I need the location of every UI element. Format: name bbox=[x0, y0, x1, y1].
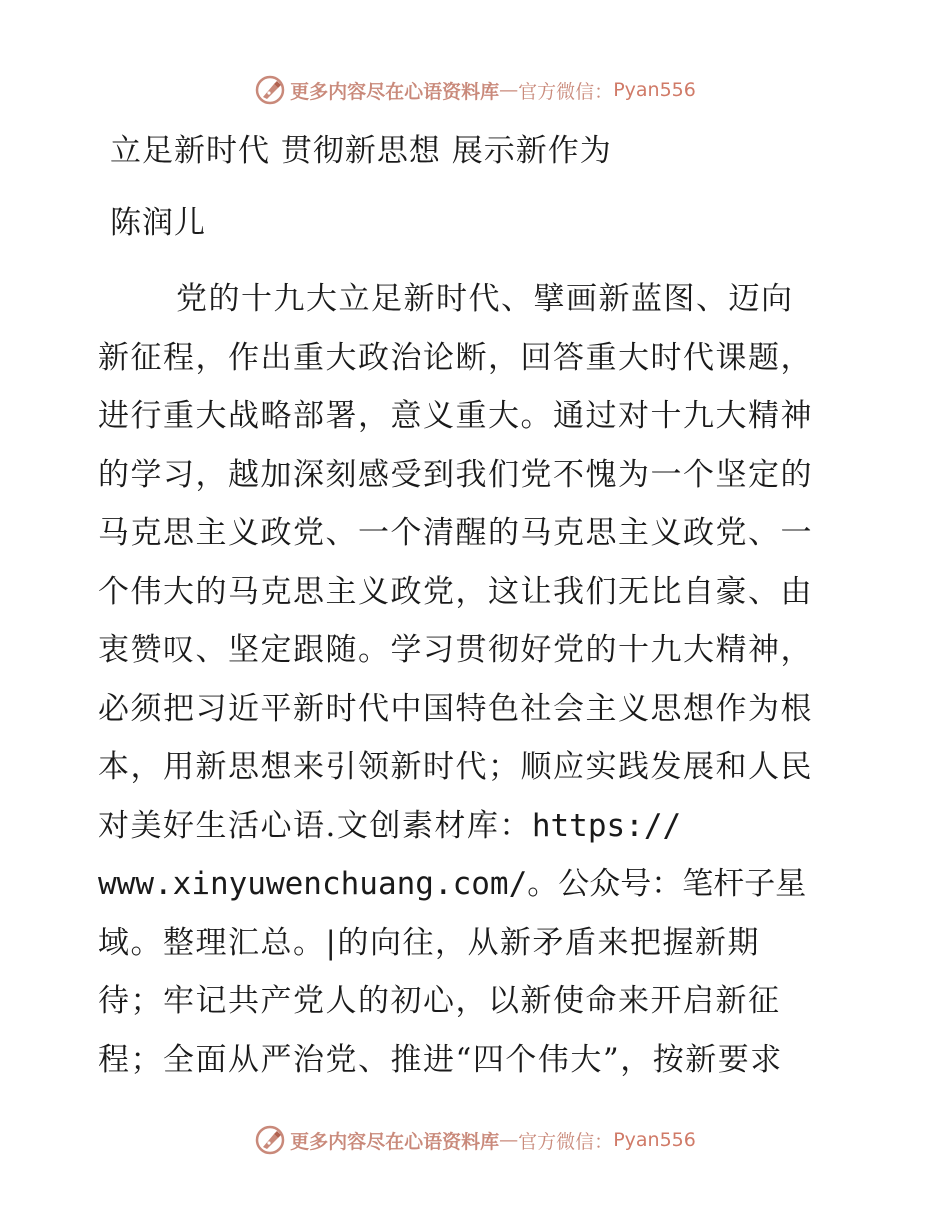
body-line: 程；全面从严治党、推进“四个伟大”，按新要求 bbox=[98, 1041, 783, 1078]
footer-watermark-banner bbox=[0, 1120, 950, 1160]
banner-dash: — bbox=[499, 1129, 519, 1151]
url-fragment: https:// bbox=[531, 807, 682, 844]
banner-wechat-id: Pyan556 bbox=[613, 1129, 696, 1151]
body-line: 进行重大战略部署，意义重大。通过对十九大精神 bbox=[98, 398, 813, 434]
document-author: 陈润儿 bbox=[110, 205, 206, 241]
body-line: 衷赞叹、坚定跟随。学习贯彻好党的十九大精神， bbox=[98, 632, 813, 668]
banner-dash: — bbox=[499, 79, 519, 101]
banner-wechat-label: 官方微信： bbox=[518, 80, 614, 103]
body-line: 新征程，作出重大政治论断，回答重大时代课题， bbox=[98, 339, 813, 376]
banner-wechat-id: Pyan556 bbox=[613, 79, 696, 101]
body-line: 本，用新思想来引领新时代；顺应实践发展和人民 bbox=[98, 749, 813, 785]
document-title: 立足新时代 贯彻新思想 展示新作为 bbox=[110, 133, 612, 169]
banner-slogan: 更多内容尽在心语资料库 bbox=[290, 1130, 500, 1153]
body-line-text: 对美好生活心语.文创素材库： bbox=[98, 807, 532, 844]
body-line: 的学习，越加深刻感受到我们党不愧为一个坚定的 bbox=[98, 456, 813, 493]
body-line-with-url bbox=[98, 797, 858, 856]
header-watermark-banner bbox=[0, 70, 950, 110]
banner-slogan: 更多内容尽在心语资料库 bbox=[290, 80, 500, 103]
document-body bbox=[98, 270, 858, 1089]
body-line: 待；牢记共产党人的初心，以新使命来开启新征 bbox=[98, 983, 781, 1019]
body-line: 党的十九大立足新时代、擘画新蓝图、迈向 bbox=[176, 281, 794, 317]
pen-nib-logo-icon bbox=[254, 1124, 286, 1156]
body-line: 马克思主义政党、一个清醒的马克思主义政党、一 bbox=[98, 515, 813, 551]
body-line: 必须把习近平新时代中国特色社会主义思想作为根 bbox=[98, 690, 813, 727]
body-line-url: www.xinyuwenchuang.com/。公众号：笔杆子星 bbox=[98, 866, 807, 902]
body-line: 个伟大的马克思主义政党，这让我们无比自豪、由 bbox=[98, 573, 813, 610]
body-line: 域。整理汇总。|的向往，从新矛盾来把握新期 bbox=[98, 924, 760, 961]
pen-nib-logo-icon bbox=[254, 74, 286, 106]
banner-wechat-label: 官方微信： bbox=[518, 1130, 614, 1153]
